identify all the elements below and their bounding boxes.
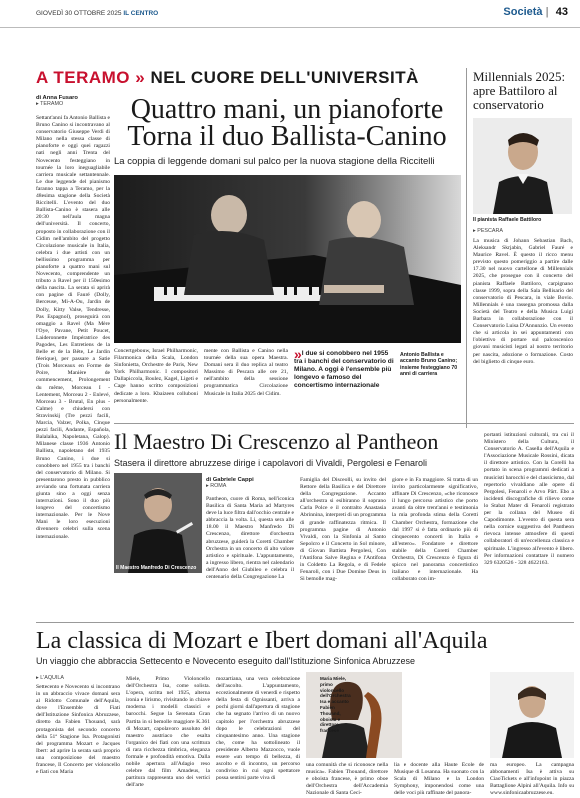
story3-column-5: lia e docente alla Haute École de Musique di Losanna. Ha suonato con la Scala di Milano e la London Symphony, imponendosi come una delle voci più raffinate del panora- [394,762,484,796]
sidebar-text: La musica di Johann Sebastian Bach, Aleksandr Skrjabin, Gabriel Fauré e Maurice Ravel. È questo il ricco menu previsto questo pomeriggio a partire dalle 17.30 nel nuovo cartellone di Millennials 2025, che prosegue con il concerto del pianista Raffaele Battiloro, carpignano classe 1999, sopra della Sala Bellisario del conservatorio di Pescara, in viale Bovio. Millennials è una rassegna promossa dalla Società del Teatro e della Musica Luigi Barbara in collaborazione con il Conservatorio Luisa D'Annunzio. Un evento che si articola in sei appuntamenti con l'obiettivo di portare sul palcoscenico giovani musicisti legati al nostro territorio per nascita, adozione o formazione. Costo del biglietto di cinque euro. [473,238,573,365]
story1-place: ▸ TERAMO [36,101,64,107]
story2-column-4: portanti istituzioni culturali, tra cui il Ministero della Cultura, il Conservatorio A. Casella dell'Aquila e l'Associazione Musicale Rossini, dicata il direttore artistico. Con la Corelli ha portato in scena programmi dedicati a musicisti barocchi e del classicismo, dal repertorio vivaldiano alle opere di Pergolesi, Fenaroli e Arvo Pärt. Ebo a incidenti discografiche di rilievo come lo Stabat Mater di Fenaroli registrato per la collana del Museo di Capodimonte. L'evento di questa sera nella cornice suggestiva del Pantheon rievoca intense atmosfere di questi collaboratori di un'eccellenza classica e spirituale. L'ingresso all'evento è libero. Per informazioni contattare il numero 329 6320526 - 328 4622163. [484,432,574,566]
story3-subhead: Un viaggio che abbraccia Settecento e Novecento eseguito dall'Istituzione Sinfonica Abruzzese [36,656,415,666]
header-section: Società | 43 [503,6,568,18]
header-paper: IL CENTRO [123,10,159,17]
story2-column-3: giore e in Fa maggiore. Si tratta di un invito particolarmente significativo, affinare Di Crescenzo, «che riconosce il lungo percorso artistico che porto avanti da oltre trent'anni e testimonia la mia profonda stima della Coretti Chamber Orchestra, formazione che dal 1997 si è fatta ordinario più di cinquecento concerti in Italia e all'estero». Fondatore e direttore stabile della Coretti Chamber Orchestra, Di Crescenzo è figura di spicco nel panorama concertistico italiano e internazionale. Ha collaborato con im- [392,477,478,583]
story2-place: ▸ ROMA [206,483,227,489]
section-divider-2 [36,622,574,623]
story3-place: ▸ L'AQUILA [36,675,65,681]
kicker-place: A TERAMO [36,68,131,87]
story2-byline-block [206,477,296,489]
story3-headline: La classica di Mozart e Ibert domani all'Aquila [36,628,488,654]
sidebar-photo [473,118,572,214]
story3-column-2: Miele, Primo Violoncello dell'Orchestra Isa, come solista. L'opera, scritta nel 1925, alterna ironia e lirismo, rivisitando in chiave moderna i modelli classici e barocchi. Segue la Serenata Gran Partita in si bemolle maggiore K.361 di Mozart, capolavoro assoluto del maestro austriaco che esalta l'organico dei fiati con una scrittura di rara ricchezza timbrica, eleganza formale e profondità emotiva. Dalla nobile apertura all'Adagio reso celebre dal film Amadeus, la partitura rappresenta uno dei vertici dell'arte [126,676,210,789]
story1-photo-caption: Antonio Ballista e accanto Bruno Canino; insieme festeggiano 70 anni di carriera [400,352,458,378]
story2-photo [114,473,202,573]
header-dateline [36,10,158,17]
kicker-arrows-icon: » [135,68,146,87]
story1-column-1: Settant'anni fa Antonio Ballista e Bruno Canino si incontravano al conservatorio Giuseppe Verdi di Milano nella stessa classe di pianoforte e oggi quei ragazzi nati negli anni Trenta del Novecento festeggiano in tournée la loro ineguagliabile carriera musicale settantennale. Le due leggende del pianismo faranno tappa a Teramo, per la 48esima stagione della Società Riccitelli. L'evento del duo Ballista-Canino è stasera alle 20:30 nell'aula magna dell'università. Il concerto, proposto in collaborazione con il Cidim nell'ambito del progetto Circolazione musicale in Italia, celebra i due artisti con un bellissimo programma per pianoforte a quattro mani sul Novecento, comprendente un tributo a Ravel per il 150esimo della nascita. La serata si aprirà con pagine di Fauré (Dolly, Berceuse, Mi-A-Ou, Jardin de Dolly, Kitty Valse, Tendresse, Pas Espagnol), proseguirà con omaggio a Ravel (Ma Mère l'Oye, Pavane, Petit Poucet, Laideronnette Impératrice des Pagodes, Les Entretiens de la Belle et de la Bête, Le Jardin féerique), per passare a Satie (Trois Morceaux en Forme de Poire, Manière de commencement, Prolongement du même, Morceau I - Lentement, Morceau 2 - Enlevé, Morceau 3 - Brutal, En plus - Calme) e chiudersi con Stravinskij (Tre pezzi facili, Marcia, Valzer, Polka, Cinque pezzi facili, Andante, Española, Balalaika, Napoletana, Galop). Milanese classe 1936 Antonio Ballista, napoletano del 1935 Bruno Canino, i due si conobbero nel 1955 tra i banchi del conservatorio di Milano. Si presentarono presto in pubblico avviando una fortunata carriera giunta sino a oggi senza interruzioni. Sono il duo più longevo del concertismo internazionale. Per le Nove Mani le loro esecuzioni divennero celebri sulla scena internazionale. [36,115,110,540]
page-header [0,0,580,28]
story3-column-4: una comunità che si riconosce nella musica». Fabien Thouand, direttore e oboista francese, è primo oboe dell'Orchestra dell'Accademia Nazionale di Santa Ceci- [306,762,388,796]
oboist-portrait [490,672,574,758]
story2-subhead: Stasera il direttore abruzzese dirige i capolavori di Vivaldi, Pergolesi e Fenaroli [114,458,427,468]
story3-photo-right [490,672,574,758]
sidebar-headline: Millennials 2025: apre Battiloro al conservatorio [473,69,566,112]
story2-column-1: Pantheon, cuore di Roma, nell'iconica Basilica di Santa Maria ad Martyres deve la luce filtra dall'occhio centrale e abbraccia la volta. Li, questa sera alle 18.00 il Maestro Manfredo Di Crescenzo, direttore d'orchestra abruzzese, guiderà la Coretti Chamber Orchestra in un concerto di alto valore artistico e spirituale. L'appuntamento, a ingresso libero, rientra nel calendario dell'Anno del Giubileo e celebra il centenario della Congregazione La [206,496,294,581]
sidebar-divider [466,68,467,428]
story1-column-3: mente con Ballista e Canino nella tournée della sua opera Maestra. Domani sera il duo replica al teatro Massimo di Pescara alle ore 21, nell'ambito della sessione programmatica Circolazione Musicale in Italia 2025 del Cidim. [204,348,288,397]
pianist-portrait [473,118,572,214]
section-name: Società [503,6,543,18]
conductor-portrait [114,473,202,573]
story3-column-1: Settecento e Novecento si incontrano in un abbraccio vivace domani sera al Ridotto Comunale dell'Aquila, dove l'Ensemble di Fiati dell'Istituzione Sinfonica Abruzzese, diretto da Fabien Thouand, sarà protagonista del secondo concerto della 51ª Stagione Isa. Protagonisti del programma Mozart e Jacques Ibert: ad aprire la serata sarà proprio una composizione del maestro francese, Il Concerto per violoncello e fiati con Maria [36,684,120,776]
story2-headline: Il Maestro Di Crescenzo al Pantheon [114,429,439,454]
section-divider-1 [114,423,574,424]
story1-headline [112,96,462,150]
story3-photo-caption: Maria Miele, primo violoncello dell'Orchestra Isa e accanto Fabien Thouand, oboista e direttore francese [320,676,351,734]
story2-author: di Gabriele Cappi [206,477,254,483]
story1-kicker [36,68,419,88]
story1-pull-quote: »I due si conobbero nel 1955 tra i banchi del conservatorio di Milano. A oggi è l'ensemble più longevo e famoso del concertismo internazionale [294,346,394,389]
page-number: 43 [555,6,568,18]
story1-headline-line2: Torna il duo Ballista-Canino [127,121,447,152]
story1-headline-line1: Quattro mani, un pianoforte [130,94,444,125]
story1-subhead: La coppia di leggende domani sul palco per la nuova stagione della Riccitelli [114,156,435,167]
sidebar-photo-caption: Il pianista Raffaele Battiloro [473,217,542,223]
kicker-rest: NEL CUORE DELL'UNIVERSITÀ [150,68,419,87]
story1-column-2: Concertgebouw, Israel Philharmonic, Filarmonica della Scala, London Sinfonietta, Orchestre de Paris, New York Philharmonic. I compositori Dallapiccola, Boulez, Kagel, Ligeti e Cage hanno scritto composizioni dedicate a loro. Kbaizeen colluboni personalmente. [114,348,198,404]
sidebar-place: ▸ PESCARA [473,228,503,234]
story1-photo [114,175,461,343]
story3-column-6: ma europeo. La campagna abbonamenti Isa è attiva su CiaoTickets e all'infopoint in piazza Battaglione Alpini all'Aquila. Info su www.sinfonicaabruzzese.eu. [490,762,574,796]
story2-column-2: Famiglia del Disceolli, su invito del Rettore della Basilica e del Direttore della Congregazione. Accanto all'orchestra si esibiranno il soprano Carla Polce e il contralto Anastasia Abrinnina, interpreti di un programma di grande raffinatezza ritmica. Il programma pagine di Antonio Vivaldi, con la Sinfonia al Santo Sepolcro e il Concerto in Sol minore, di Giovan Battista Pergolesi, Con l'Antifona Salve Regina e l'Antifona in Coldetto La Regola, e di Fedele Fenaroli, con i Due Domine Deus in Si bemolle mag- [300,477,386,583]
story1-byline-block [36,95,108,107]
pianists-illustration [114,175,461,343]
story2-photo-caption: Il Maestro Manfredo Di Crescenzo [116,565,197,571]
story1-author: di Anna Fusaro [36,95,78,101]
header-date: GIOVEDÌ 30 OTTOBRE 2025 [36,10,122,17]
quote-mark-icon: » [294,346,302,362]
story3-column-3: mozartiana, una vera celebrazione dell'ascolto. L'appuntamento, eccezionalmente di venerdì e rispetto della festa di Ognissanti, arriva a pochi giorni dall'apertura di stagione che ha segnato l'arrivo di un nuovo capitolo per l'orchestra abruzzese dopo le celebrazioni del cinquantesimo anno. Una stagione che, come ha sottolineato il presidente Alberto Mazzocco, vuole essere «un tempo di bellezza, di ascolto e di incontro, un percorso condiviso in cui ogni spettatore possa sentirsi parte viva di [216,676,300,782]
